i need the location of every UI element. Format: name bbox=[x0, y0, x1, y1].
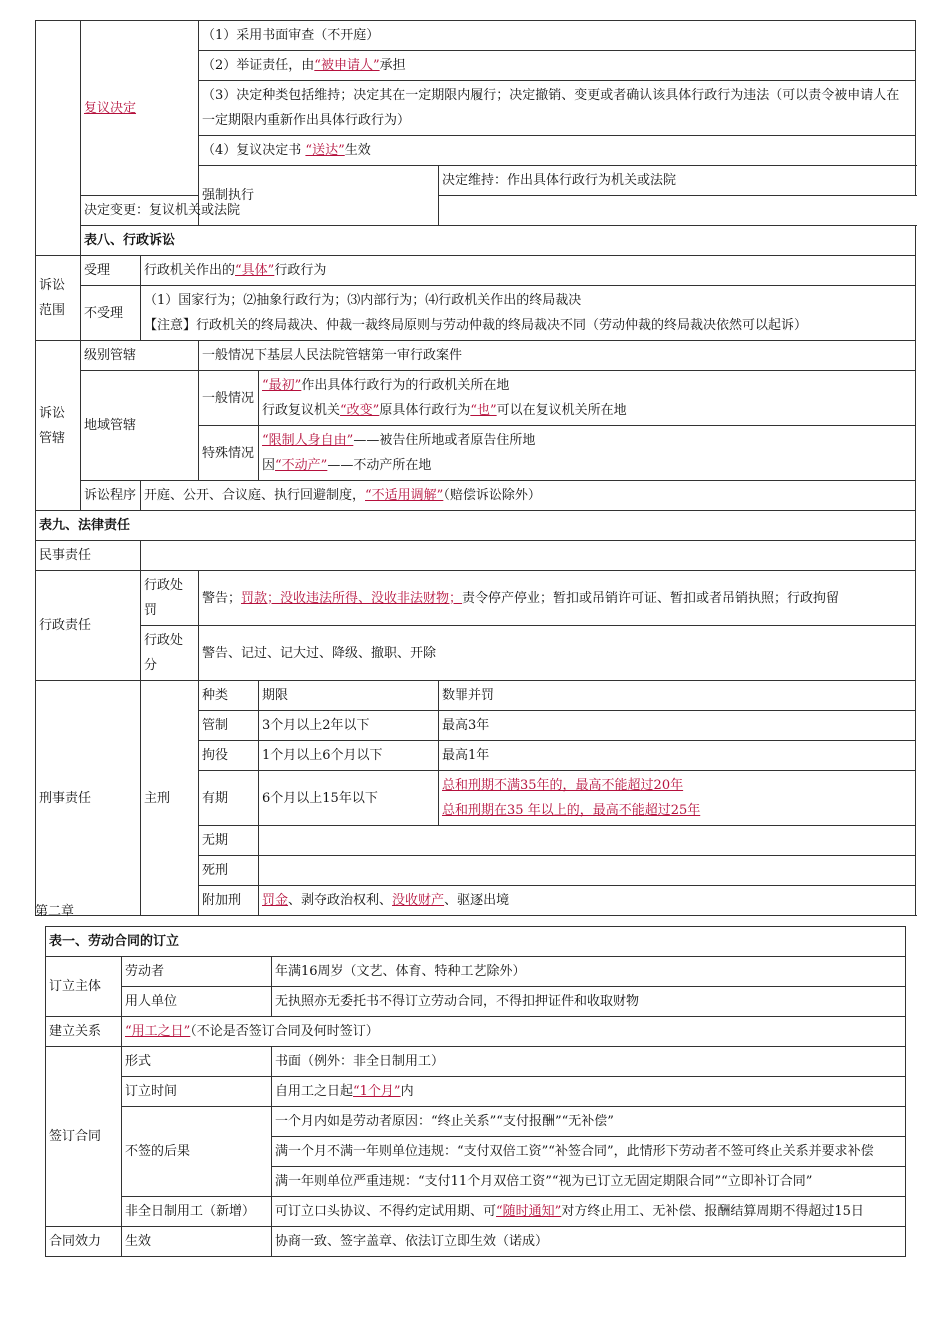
penalty-blank bbox=[259, 826, 916, 856]
part-time-label: 非全日制用工（新增） bbox=[122, 1197, 272, 1227]
sign-contract-label: 签订合同 bbox=[46, 1047, 122, 1227]
procedure-label: 诉讼程序 bbox=[81, 481, 141, 511]
relation-text: “用工之日”（不论是否签订合同及何时签订） bbox=[122, 1017, 906, 1047]
table-8-title: 表八、行政诉讼 bbox=[81, 226, 916, 256]
extra-penalty-label: 附加刑 bbox=[199, 886, 259, 916]
accept-text: 行政机关作出的“具体”行政行为 bbox=[141, 256, 916, 286]
special-case-text: “限制人身自由”——被告住所地或者原告住所地 因“不动产”——不动产所在地 bbox=[259, 426, 916, 481]
header-term: 期限 bbox=[259, 681, 439, 711]
penalty-combine: 最高1年 bbox=[439, 741, 916, 771]
penalty-kind: 死刑 bbox=[199, 856, 259, 886]
penalty-kind: 管制 bbox=[199, 711, 259, 741]
penalty-combine: 总和刑期不满35年的，最高不能超过20年 总和刑期在35 年以上的，最高不能超过25年 bbox=[439, 771, 916, 826]
no-sign-item-3: 满一年则单位严重违规：“支付11个月双倍工资”“视为已订立无固定期限合同”“立即补订合同” bbox=[272, 1167, 906, 1197]
chapter-heading: 第二章 bbox=[35, 904, 75, 919]
penalty-term: 6个月以上15年以下 bbox=[259, 771, 439, 826]
subject-label: 订立主体 bbox=[46, 957, 122, 1017]
enforce-label: 强制执行 bbox=[199, 166, 439, 226]
review-item-1: （1）采用书面审查（不开庭） bbox=[199, 21, 916, 51]
effect-text: 协商一致、签字盖章、依法订立即生效（诺成） bbox=[272, 1227, 906, 1257]
employer-label: 用人单位 bbox=[122, 987, 272, 1017]
procedure-text: 开庭、公开、合议庭、执行回避制度，“不适用调解”（赔偿诉讼除外） bbox=[141, 481, 916, 511]
penalty-combine: 最高3年 bbox=[439, 711, 916, 741]
civil-liability-label: 民事责任 bbox=[36, 541, 141, 571]
effect-label: 合同效力 bbox=[46, 1227, 122, 1257]
admin-sanction-text: 警告、记过、记大过、降级、撤职、开除 bbox=[199, 626, 916, 681]
review-item-4: （4）复议决定书 “送达”生效 bbox=[199, 136, 916, 166]
accept-label: 受理 bbox=[81, 256, 141, 286]
reject-text: （1）国家行为；⑵抽象行政行为；⑶内部行为；⑷行政机关作出的终局裁决 【注意】行政机关的终局裁决、仲裁一裁终局原则与劳动仲裁的终局裁决不同（劳动仲裁的终局裁决依然可以起诉） bbox=[141, 286, 916, 341]
effect-key: 生效 bbox=[122, 1227, 272, 1257]
labor-contract-table bbox=[45, 926, 906, 1257]
no-sign-label: 不签的后果 bbox=[122, 1107, 272, 1197]
admin-sanction-label: 行政处分 bbox=[141, 626, 199, 681]
no-sign-item-2: 满一个月不满一年则单位违规：“支付双倍工资”“补签合同”，此情形下劳动者不签可终止关系并要求补偿 bbox=[272, 1137, 906, 1167]
level-jurisdiction-label: 级别管辖 bbox=[81, 341, 199, 371]
enforce-item-2: 决定变更：复议机关或法院 bbox=[81, 196, 259, 226]
admin-penalty-label: 行政处罚 bbox=[141, 571, 199, 626]
region-jurisdiction-label: 地域管辖 bbox=[81, 371, 199, 481]
time-label: 订立时间 bbox=[122, 1077, 272, 1107]
criminal-liability-label: 刑事责任 bbox=[36, 681, 141, 916]
left-blank-cell bbox=[36, 21, 81, 256]
enforce-item-1: 决定维持：作出具体行政行为机关或法院 bbox=[439, 166, 916, 196]
relation-label: 建立关系 bbox=[46, 1017, 122, 1047]
no-sign-item-1: 一个月内如是劳动者原因：“终止关系”“支付报酬”“无补偿” bbox=[272, 1107, 906, 1137]
extra-penalty-text: 罚金、剥夺政治权利、没收财产、驱逐出境 bbox=[259, 886, 916, 916]
penalty-kind: 有期 bbox=[199, 771, 259, 826]
time-text: 自用工之日起“1个月”内 bbox=[272, 1077, 906, 1107]
penalty-kind: 拘役 bbox=[199, 741, 259, 771]
scope-label: 诉讼范围 bbox=[36, 256, 81, 341]
header-combine: 数罪并罚 bbox=[439, 681, 916, 711]
admin-penalty-text: 警告；罚款；没收违法所得、没收非法财物；责令停产停业；暂扣或吊销许可证、暂扣或者吊销执照；行政拘留 bbox=[199, 571, 916, 626]
jurisdiction-label: 诉讼管辖 bbox=[36, 341, 81, 511]
penalty-term: 3个月以上2年以下 bbox=[259, 711, 439, 741]
reject-label: 不受理 bbox=[81, 286, 141, 341]
general-case-text: “最初”作出具体行政行为的行政机关所在地 行政复议机关“改变”原具体行政行为“也”可以在复议机关所在地 bbox=[259, 371, 916, 426]
level-jurisdiction-text: 一般情况下基层人民法院管辖第一审行政案件 bbox=[199, 341, 916, 371]
main-penalty-label: 主刑 bbox=[141, 681, 199, 916]
review-decision-label[interactable]: 复议决定 bbox=[81, 21, 199, 196]
admin-law-table bbox=[35, 20, 916, 916]
header-kind: 种类 bbox=[199, 681, 259, 711]
worker-text: 年满16周岁（文艺、体育、特种工艺除外） bbox=[272, 957, 906, 987]
form-label: 形式 bbox=[122, 1047, 272, 1077]
table-9-title: 表九、法律责任 bbox=[36, 511, 916, 541]
special-case-label: 特殊情况 bbox=[199, 426, 259, 481]
employer-text: 无执照亦无委托书不得订立劳动合同，不得扣押证件和收取财物 bbox=[272, 987, 906, 1017]
worker-label: 劳动者 bbox=[122, 957, 272, 987]
civil-liability-blank bbox=[141, 541, 916, 571]
review-item-2: （2）举证责任，由“被申请人”承担 bbox=[199, 51, 916, 81]
review-item-3: （3）决定种类包括维持；决定其在一定期限内履行；决定撤销、变更或者确认该具体行政行为违法（可以责令被申请人在一定期限内重新作出具体行政行为） bbox=[199, 81, 916, 136]
form-text: 书面（例外：非全日制用工） bbox=[272, 1047, 906, 1077]
part-time-text: 可订立口头协议、不得约定试用期、可“随时通知”对方终止用工、无补偿、报酬结算周期不得超过15日 bbox=[272, 1197, 906, 1227]
admin-liability-label: 行政责任 bbox=[36, 571, 141, 681]
penalty-kind: 无期 bbox=[199, 826, 259, 856]
general-case-label: 一般情况 bbox=[199, 371, 259, 426]
penalty-blank bbox=[259, 856, 916, 886]
table-1-title: 表一、劳动合同的订立 bbox=[46, 927, 906, 957]
penalty-term: 1个月以上6个月以下 bbox=[259, 741, 439, 771]
